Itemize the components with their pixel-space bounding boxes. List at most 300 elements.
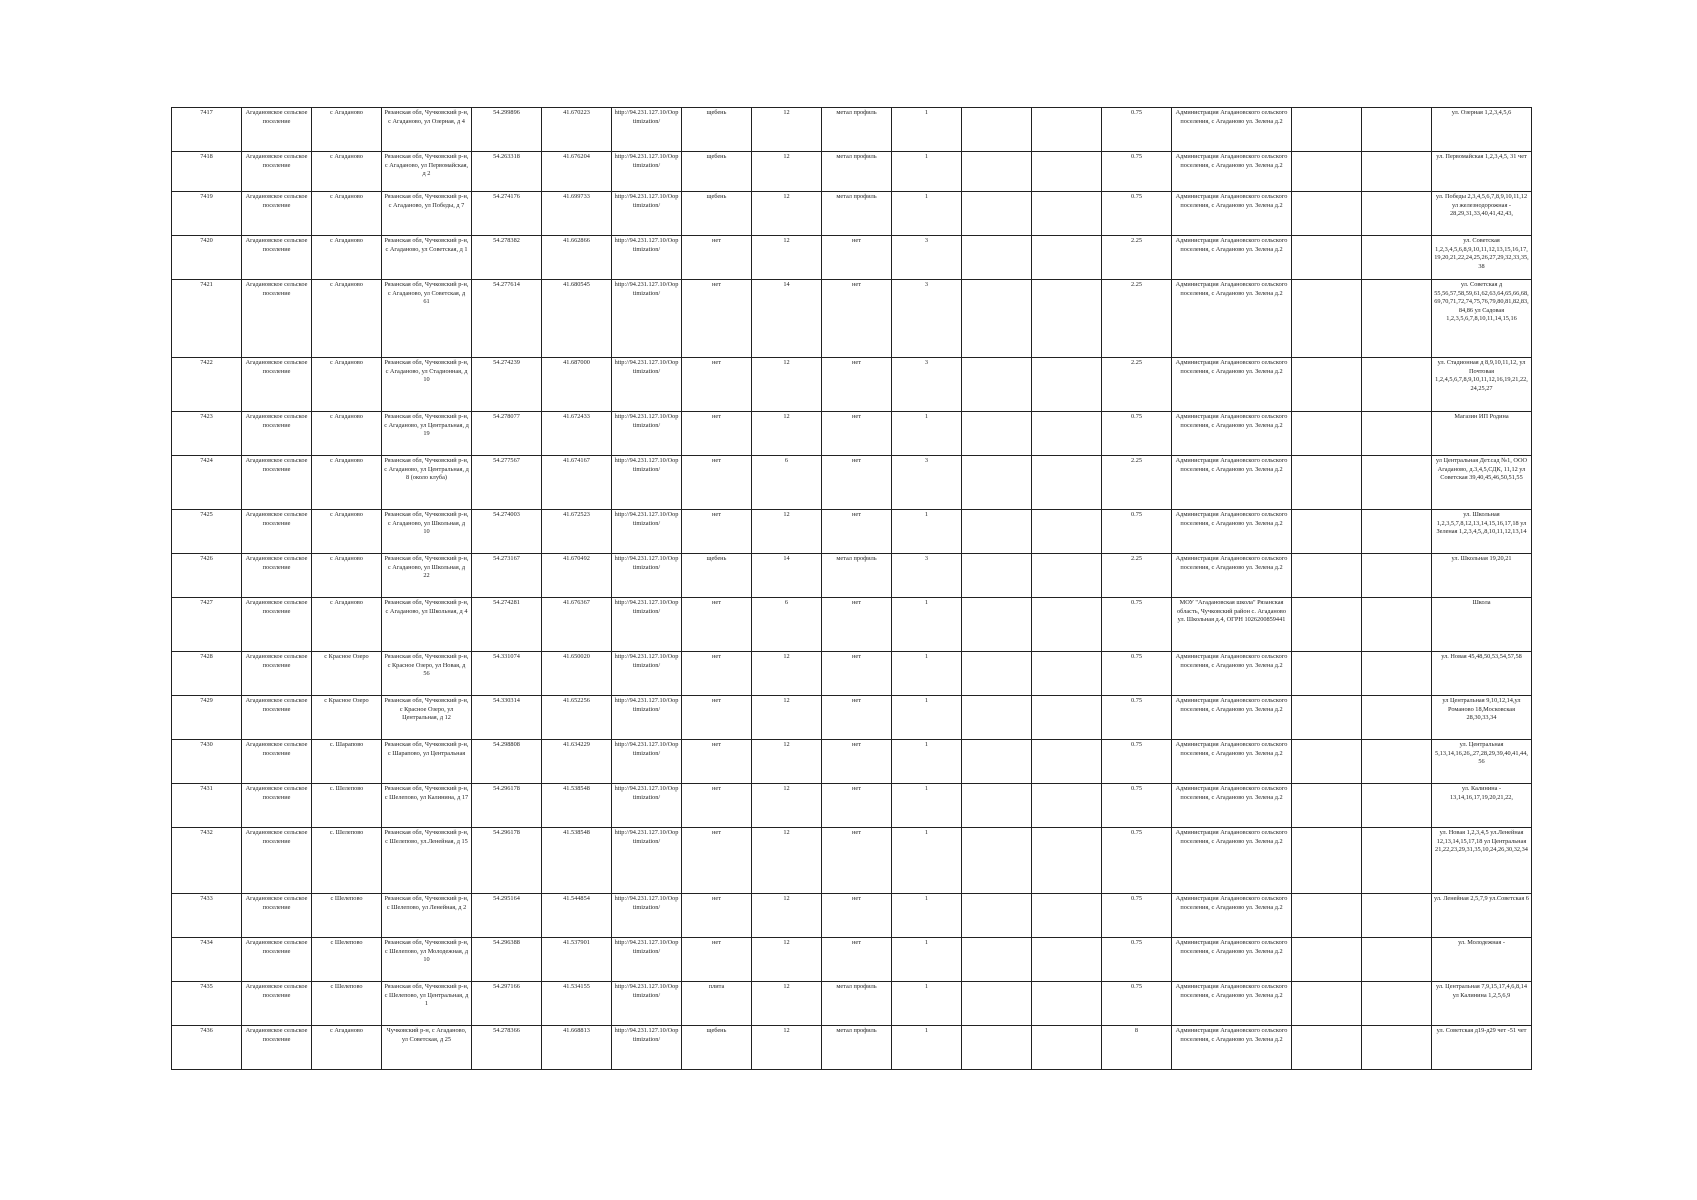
- table-cell: плита: [682, 982, 752, 1026]
- table-cell: нет: [822, 358, 892, 412]
- table-cell: [1292, 358, 1362, 412]
- table-row: [172, 412, 1532, 456]
- table-cell: Агадановское сельское поселение: [242, 828, 312, 894]
- table-cell: 1: [892, 192, 962, 236]
- table-cell: с Агаданово: [312, 236, 382, 280]
- table-cell: http://94.231.127.10/Ooptimization/: [612, 192, 682, 236]
- table-cell: Агадановское сельское поселение: [242, 192, 312, 236]
- table-row: [172, 894, 1532, 938]
- table-cell: [1292, 828, 1362, 894]
- table-cell: 7432: [172, 828, 242, 894]
- table-cell: 7421: [172, 280, 242, 358]
- table-cell: Агадановское сельское поселение: [242, 236, 312, 280]
- table-cell: ул. Советская 1,2,3,4,5,6,8,9,10,11,12,13,15,16,17,19,20,21,22,24,25,26,27,29,32,33,35,38: [1432, 236, 1532, 280]
- table-cell: [962, 280, 1032, 358]
- table-cell: 7433: [172, 894, 242, 938]
- table-cell: нет: [682, 652, 752, 696]
- table-row: [172, 652, 1532, 696]
- table-cell: 1: [892, 598, 962, 652]
- table-cell: 1: [892, 152, 962, 192]
- table-cell: с. Шелепово: [312, 828, 382, 894]
- table-cell: 54.278382: [472, 236, 542, 280]
- table-cell: 41.699733: [542, 192, 612, 236]
- table-cell: ул. Стадионная д 8,9,10,11,12, ул Почтовая 1,2,4,5,6,7,8,9,10,11,12,16,19,21,22,24,25,27: [1432, 358, 1532, 412]
- table-cell: ул. Советская д19-д29 чет -51 чет: [1432, 1026, 1532, 1070]
- table-cell: 0.75: [1102, 938, 1172, 982]
- table-cell: 3: [892, 456, 962, 510]
- table-cell: 54.278366: [472, 1026, 542, 1070]
- table-cell: нет: [822, 740, 892, 784]
- table-cell: 54.274176: [472, 192, 542, 236]
- table-cell: 7420: [172, 236, 242, 280]
- table-cell: [962, 828, 1032, 894]
- table-cell: 54.263318: [472, 152, 542, 192]
- table-cell: нет: [682, 828, 752, 894]
- table-cell: [1292, 1026, 1362, 1070]
- table-cell: 0.75: [1102, 784, 1172, 828]
- table-cell: 41.672433: [542, 412, 612, 456]
- table-cell: ул. Победы 2,3,4,5,6,7,8,9,10,11,12 ул железнодорожная - 28,29,31,33,40,41,42,43,: [1432, 192, 1532, 236]
- table-cell: с Агаданово: [312, 108, 382, 152]
- table-cell: с Агаданово: [312, 412, 382, 456]
- table-cell: [1032, 358, 1102, 412]
- table-cell: 7422: [172, 358, 242, 412]
- table-cell: [1032, 696, 1102, 740]
- table-cell: [1292, 108, 1362, 152]
- table-cell: [1032, 1026, 1102, 1070]
- table-cell: http://94.231.127.10/Ooptimization/: [612, 598, 682, 652]
- table-cell: нет: [682, 784, 752, 828]
- table-cell: 54.295164: [472, 894, 542, 938]
- table-cell: Агадановское сельское поселение: [242, 740, 312, 784]
- table-cell: [1362, 358, 1432, 412]
- table-cell: 54.296388: [472, 938, 542, 982]
- table-cell: [1032, 598, 1102, 652]
- table-cell: Администрация Агадановского сельского поселения, с Агаданово ул. Зелена д.2: [1172, 152, 1292, 192]
- table-cell: [1362, 894, 1432, 938]
- table-cell: 0.75: [1102, 828, 1172, 894]
- table-cell: 41.652256: [542, 696, 612, 740]
- table-cell: с Шелепово: [312, 938, 382, 982]
- table-cell: 7430: [172, 740, 242, 784]
- table-cell: 2.25: [1102, 456, 1172, 510]
- table-cell: нет: [822, 938, 892, 982]
- table-cell: Рязанская обл, Чучковский р-н, с Агаданово, ул Стадионная, д 10: [382, 358, 472, 412]
- table-cell: 54.274281: [472, 598, 542, 652]
- table-cell: 7417: [172, 108, 242, 152]
- table-cell: 0.75: [1102, 652, 1172, 696]
- table-cell: метал профиль: [822, 1026, 892, 1070]
- table-cell: [1292, 894, 1362, 938]
- table-cell: с Красное Озеро: [312, 696, 382, 740]
- table-cell: нет: [822, 598, 892, 652]
- table-cell: 7428: [172, 652, 242, 696]
- table-row: [172, 510, 1532, 554]
- table-cell: ул. Школьная 19,20,21: [1432, 554, 1532, 598]
- table-cell: [1362, 510, 1432, 554]
- table-cell: http://94.231.127.10/Ooptimization/: [612, 696, 682, 740]
- table-cell: [1292, 784, 1362, 828]
- table-cell: 41.674167: [542, 456, 612, 510]
- table-cell: http://94.231.127.10/Ooptimization/: [612, 554, 682, 598]
- table-cell: 0.75: [1102, 412, 1172, 456]
- table-cell: 54.296178: [472, 784, 542, 828]
- table-cell: [962, 152, 1032, 192]
- table-cell: щебень: [682, 152, 752, 192]
- table-cell: Рязанская обл, Чучковский р-н, с Агаданово, ул Озерная, д 4: [382, 108, 472, 152]
- table-cell: Администрация Агадановского сельского поселения, с Агаданово ул. Зелена д.2: [1172, 456, 1292, 510]
- table-cell: http://94.231.127.10/Ooptimization/: [612, 938, 682, 982]
- table-cell: Рязанская обл, Чучковский р-н, с Шарапово, ул Центральная: [382, 740, 472, 784]
- table-cell: [1362, 784, 1432, 828]
- table-cell: [1362, 982, 1432, 1026]
- table-cell: метал профиль: [822, 982, 892, 1026]
- table-cell: 12: [752, 510, 822, 554]
- table-cell: 2.25: [1102, 554, 1172, 598]
- table-row: [172, 696, 1532, 740]
- table-cell: 41.544854: [542, 894, 612, 938]
- table-cell: [1292, 938, 1362, 982]
- table-cell: [1292, 280, 1362, 358]
- table-cell: нет: [822, 894, 892, 938]
- table-cell: Агадановское сельское поселение: [242, 784, 312, 828]
- table-cell: Администрация Агадановского сельского поселения, с Агаданово ул. Зелена д.2: [1172, 938, 1292, 982]
- table-cell: Агадановское сельское поселение: [242, 1026, 312, 1070]
- table-cell: 1: [892, 696, 962, 740]
- table-cell: Рязанская обл, Чучковский р-н, с Шелепово, ул Калинина, д 17: [382, 784, 472, 828]
- waste-site-registry-table: [171, 107, 1532, 1070]
- table-cell: http://94.231.127.10/Ooptimization/: [612, 412, 682, 456]
- table-cell: нет: [682, 236, 752, 280]
- table-cell: [1292, 598, 1362, 652]
- table-cell: [1362, 108, 1432, 152]
- table-cell: http://94.231.127.10/Ooptimization/: [612, 358, 682, 412]
- table-cell: 54.277567: [472, 456, 542, 510]
- table-cell: Агадановское сельское поселение: [242, 554, 312, 598]
- table-cell: [962, 1026, 1032, 1070]
- table-cell: 1: [892, 894, 962, 938]
- table-cell: нет: [822, 412, 892, 456]
- table-cell: 7434: [172, 938, 242, 982]
- table-cell: Школа: [1432, 598, 1532, 652]
- table-cell: Агадановское сельское поселение: [242, 982, 312, 1026]
- table-cell: 0.75: [1102, 982, 1172, 1026]
- table-cell: 7436: [172, 1026, 242, 1070]
- table-cell: [1032, 236, 1102, 280]
- table-cell: [1362, 152, 1432, 192]
- table-cell: нет: [822, 652, 892, 696]
- table-cell: http://94.231.127.10/Ooptimization/: [612, 108, 682, 152]
- table-cell: [962, 358, 1032, 412]
- table-cell: http://94.231.127.10/Ooptimization/: [612, 828, 682, 894]
- table-cell: 1: [892, 740, 962, 784]
- table-cell: ул Центральная Дет.сад №1, ООО Агаданово, д.3,4,5,СДК, 11,12 ул Советская 39,40,45,46,50,51,55: [1432, 456, 1532, 510]
- table-cell: 12: [752, 894, 822, 938]
- table-cell: 12: [752, 740, 822, 784]
- table-cell: нет: [682, 894, 752, 938]
- table-cell: [1292, 740, 1362, 784]
- table-cell: [1032, 280, 1102, 358]
- table-cell: [1292, 236, 1362, 280]
- table-cell: [962, 554, 1032, 598]
- table-cell: ул. Центральная 5,13,14,16,26,,27,28,29,39,40,41,44,56: [1432, 740, 1532, 784]
- table-cell: [1362, 598, 1432, 652]
- table-row: [172, 456, 1532, 510]
- table-cell: нет: [682, 358, 752, 412]
- table-cell: 41.537901: [542, 938, 612, 982]
- table-cell: с. Шарапово: [312, 740, 382, 784]
- table-cell: [962, 192, 1032, 236]
- table-cell: Рязанская обл, Чучковский р-н, с Агаданово, ул Центральная, д 8 (около клуба): [382, 456, 472, 510]
- table-cell: 41.662866: [542, 236, 612, 280]
- table-cell: нет: [822, 828, 892, 894]
- table-cell: [1362, 280, 1432, 358]
- table-cell: 12: [752, 412, 822, 456]
- table-cell: 1: [892, 652, 962, 696]
- table-row: [172, 108, 1532, 152]
- table-cell: 7418: [172, 152, 242, 192]
- table-cell: 3: [892, 358, 962, 412]
- table-cell: [1292, 652, 1362, 696]
- table-cell: 12: [752, 938, 822, 982]
- table-cell: http://94.231.127.10/Ooptimization/: [612, 652, 682, 696]
- table-cell: 7426: [172, 554, 242, 598]
- table-cell: нет: [682, 280, 752, 358]
- table-cell: нет: [822, 456, 892, 510]
- table-cell: нет: [682, 740, 752, 784]
- table-cell: Магазин ИП Родина: [1432, 412, 1532, 456]
- table-cell: [962, 598, 1032, 652]
- table-cell: [1292, 456, 1362, 510]
- table-cell: 7424: [172, 456, 242, 510]
- table-cell: Рязанская обл, Чучковский р-н, с Агаданово, ул Победы, д 7: [382, 192, 472, 236]
- table-row: [172, 236, 1532, 280]
- table-cell: ул Центральная 9,10,12,14,ул Романово 18,Московская 28,30,33,34: [1432, 696, 1532, 740]
- table-cell: Чучковский р-н, с Агаданово, ул Советская, д 25: [382, 1026, 472, 1070]
- table-cell: 3: [892, 554, 962, 598]
- table-cell: [962, 784, 1032, 828]
- table-cell: 54.297166: [472, 982, 542, 1026]
- table-cell: 2.25: [1102, 358, 1172, 412]
- table-cell: [1362, 696, 1432, 740]
- table-cell: Агадановское сельское поселение: [242, 108, 312, 152]
- table-cell: нет: [682, 456, 752, 510]
- table-cell: [1032, 894, 1102, 938]
- table-row: [172, 358, 1532, 412]
- table-cell: 54.331074: [472, 652, 542, 696]
- table-cell: 54.274003: [472, 510, 542, 554]
- table-cell: Рязанская обл, Чучковский р-н, с Агаданово, ул Школьная, д 4: [382, 598, 472, 652]
- table-cell: щебень: [682, 554, 752, 598]
- table-cell: 41.670223: [542, 108, 612, 152]
- table-cell: 12: [752, 236, 822, 280]
- table-cell: 54.278077: [472, 412, 542, 456]
- table-cell: 1: [892, 108, 962, 152]
- table-cell: http://94.231.127.10/Ooptimization/: [612, 740, 682, 784]
- table-cell: [962, 652, 1032, 696]
- table-cell: 41.687000: [542, 358, 612, 412]
- table-cell: [1032, 982, 1102, 1026]
- table-cell: Администрация Агадановского сельского поселения, с Агаданово ул. Зелена д.2: [1172, 894, 1292, 938]
- table-cell: [1362, 1026, 1432, 1070]
- table-cell: 54.273167: [472, 554, 542, 598]
- table-cell: Агадановское сельское поселение: [242, 280, 312, 358]
- table-cell: [962, 938, 1032, 982]
- table-cell: Администрация Агадановского сельского поселения, с Агаданово ул. Зелена д.2: [1172, 358, 1292, 412]
- table-cell: ул. Калинина - 13,14,16,17,19,20,21,22,: [1432, 784, 1532, 828]
- table-cell: [1362, 192, 1432, 236]
- table-cell: 12: [752, 784, 822, 828]
- table-cell: [1032, 412, 1102, 456]
- table-cell: [1362, 236, 1432, 280]
- table-cell: [1032, 554, 1102, 598]
- table-cell: 7431: [172, 784, 242, 828]
- table-cell: с Агаданово: [312, 280, 382, 358]
- table-cell: [1032, 192, 1102, 236]
- table-cell: с Агаданово: [312, 152, 382, 192]
- table-row: [172, 784, 1532, 828]
- table-cell: 41.676204: [542, 152, 612, 192]
- table-cell: с Шелепово: [312, 982, 382, 1026]
- table-cell: метал профиль: [822, 554, 892, 598]
- table-cell: http://94.231.127.10/Ooptimization/: [612, 280, 682, 358]
- table-cell: 54.299896: [472, 108, 542, 152]
- table-cell: Рязанская обл, Чучковский р-н, с Агаданово, ул Центральная, д 19: [382, 412, 472, 456]
- table-cell: с Красное Озеро: [312, 652, 382, 696]
- table-cell: Администрация Агадановского сельского поселения, с Агаданово ул. Зелена д.2: [1172, 108, 1292, 152]
- table-cell: Администрация Агадановского сельского поселения, с Агаданово ул. Зелена д.2: [1172, 652, 1292, 696]
- table-cell: 0.75: [1102, 108, 1172, 152]
- table-cell: http://94.231.127.10/Ooptimization/: [612, 236, 682, 280]
- table-cell: 54.330314: [472, 696, 542, 740]
- table-cell: 1: [892, 938, 962, 982]
- table-cell: [1362, 938, 1432, 982]
- table-cell: http://94.231.127.10/Ooptimization/: [612, 510, 682, 554]
- table-cell: Агадановское сельское поселение: [242, 894, 312, 938]
- table-cell: Агадановское сельское поселение: [242, 456, 312, 510]
- table-cell: Рязанская обл, Чучковский р-н, с Агаданово, ул Советская, д 61: [382, 280, 472, 358]
- table-cell: [1032, 828, 1102, 894]
- table-cell: ул. Молодежная -: [1432, 938, 1532, 982]
- table-cell: http://94.231.127.10/Ooptimization/: [612, 784, 682, 828]
- table-cell: 1: [892, 982, 962, 1026]
- table-cell: 6: [752, 456, 822, 510]
- table-cell: ул. Озерная 1,2,3,4,5,6: [1432, 108, 1532, 152]
- table-cell: [1032, 152, 1102, 192]
- table-cell: нет: [822, 280, 892, 358]
- table-row: [172, 598, 1532, 652]
- table-cell: http://94.231.127.10/Ooptimization/: [612, 982, 682, 1026]
- table-cell: 1: [892, 510, 962, 554]
- table-cell: Агадановское сельское поселение: [242, 938, 312, 982]
- table-cell: 12: [752, 1026, 822, 1070]
- table-cell: [1292, 192, 1362, 236]
- table-cell: [962, 982, 1032, 1026]
- table-cell: [962, 740, 1032, 784]
- table-cell: 12: [752, 152, 822, 192]
- table-cell: с Агаданово: [312, 554, 382, 598]
- table-cell: Администрация Агадановского сельского поселения, с Агаданово ул. Зелена д.2: [1172, 784, 1292, 828]
- table-cell: 12: [752, 108, 822, 152]
- table-cell: Администрация Агадановского сельского поселения, с Агаданово ул. Зелена д.2: [1172, 236, 1292, 280]
- table-cell: 1: [892, 412, 962, 456]
- table-cell: 3: [892, 236, 962, 280]
- table-cell: Агадановское сельское поселение: [242, 510, 312, 554]
- table-cell: 1: [892, 1026, 962, 1070]
- table-cell: Агадановское сельское поселение: [242, 412, 312, 456]
- table-cell: Администрация Агадановского сельского поселения, с Агаданово ул. Зелена д.2: [1172, 554, 1292, 598]
- table-cell: нет: [682, 598, 752, 652]
- document-page: [171, 107, 1529, 1070]
- table-cell: Рязанская обл, Чучковский р-н, с Агаданово, ул Школьная, д 10: [382, 510, 472, 554]
- table-cell: 41.634229: [542, 740, 612, 784]
- table-cell: 7427: [172, 598, 242, 652]
- table-cell: 54.274239: [472, 358, 542, 412]
- table-cell: с Агаданово: [312, 1026, 382, 1070]
- table-cell: нет: [822, 236, 892, 280]
- table-cell: 41.672523: [542, 510, 612, 554]
- table-row: [172, 938, 1532, 982]
- table-cell: нет: [822, 784, 892, 828]
- table-cell: Администрация Агадановского сельского поселения, с Агаданово ул. Зелена д.2: [1172, 192, 1292, 236]
- table-cell: 41.538548: [542, 784, 612, 828]
- table-cell: 2.25: [1102, 280, 1172, 358]
- table-cell: [1292, 554, 1362, 598]
- table-cell: Администрация Агадановского сельского поселения, с Агаданово ул. Зелена д.2: [1172, 696, 1292, 740]
- table-cell: щебень: [682, 108, 752, 152]
- table-cell: [962, 510, 1032, 554]
- table-cell: Администрация Агадановского сельского поселения, с Агаданово ул. Зелена д.2: [1172, 982, 1292, 1026]
- table-cell: [962, 412, 1032, 456]
- table-cell: Рязанская обл, Чучковский р-н, с Красное Озеро, ул Центральная, д 12: [382, 696, 472, 740]
- table-cell: ул. Ленейная 2,5,7,9 ул.Советская 6: [1432, 894, 1532, 938]
- table-body: [172, 108, 1532, 1070]
- table-cell: http://94.231.127.10/Ooptimization/: [612, 894, 682, 938]
- table-cell: Рязанская обл, Чучковский р-н, с Шелепово, ул Центральная, д 1: [382, 982, 472, 1026]
- table-cell: [1362, 554, 1432, 598]
- table-cell: Рязанская обл, Чучковский р-н, с Красное Озеро, ул Новая, д 56: [382, 652, 472, 696]
- table-cell: ул. Первомайская 1,2,3,4,5, 31 чет: [1432, 152, 1532, 192]
- table-cell: [1032, 456, 1102, 510]
- table-cell: 12: [752, 358, 822, 412]
- table-cell: [1032, 784, 1102, 828]
- table-cell: 1: [892, 828, 962, 894]
- table-cell: с Агаданово: [312, 510, 382, 554]
- table-cell: Администрация Агадановского сельского поселения, с Агаданово ул. Зелена д.2: [1172, 740, 1292, 784]
- table-cell: 41.534155: [542, 982, 612, 1026]
- table-cell: 54.296178: [472, 828, 542, 894]
- table-cell: метал профиль: [822, 192, 892, 236]
- table-cell: 54.298808: [472, 740, 542, 784]
- table-cell: ул. Новая 45,48,50,53,54,57,58: [1432, 652, 1532, 696]
- table-row: [172, 192, 1532, 236]
- table-cell: http://94.231.127.10/Ooptimization/: [612, 456, 682, 510]
- table-cell: 7425: [172, 510, 242, 554]
- table-cell: http://94.231.127.10/Ooptimization/: [612, 1026, 682, 1070]
- table-cell: 41.670492: [542, 554, 612, 598]
- table-cell: Администрация Агадановского сельского поселения, с Агаданово ул. Зелена д.2: [1172, 280, 1292, 358]
- table-cell: 41.676367: [542, 598, 612, 652]
- table-cell: [962, 456, 1032, 510]
- table-cell: Рязанская обл, Чучковский р-н, с Шелепово, ул.Ленейная, д 15: [382, 828, 472, 894]
- table-cell: 12: [752, 982, 822, 1026]
- table-cell: нет: [822, 510, 892, 554]
- table-cell: Агадановское сельское поселение: [242, 152, 312, 192]
- table-cell: метал профиль: [822, 152, 892, 192]
- table-cell: ул. Советская д 55,56,57,58,59,61,62,63,64,65,66,68,69,70,71,72,74,75,76,79,80,81,82,83,84,86 ул Садовая 1,2,3,5,6,7,8,10,11,14,15,16: [1432, 280, 1532, 358]
- table-cell: 8: [1102, 1026, 1172, 1070]
- table-cell: Агадановское сельское поселение: [242, 696, 312, 740]
